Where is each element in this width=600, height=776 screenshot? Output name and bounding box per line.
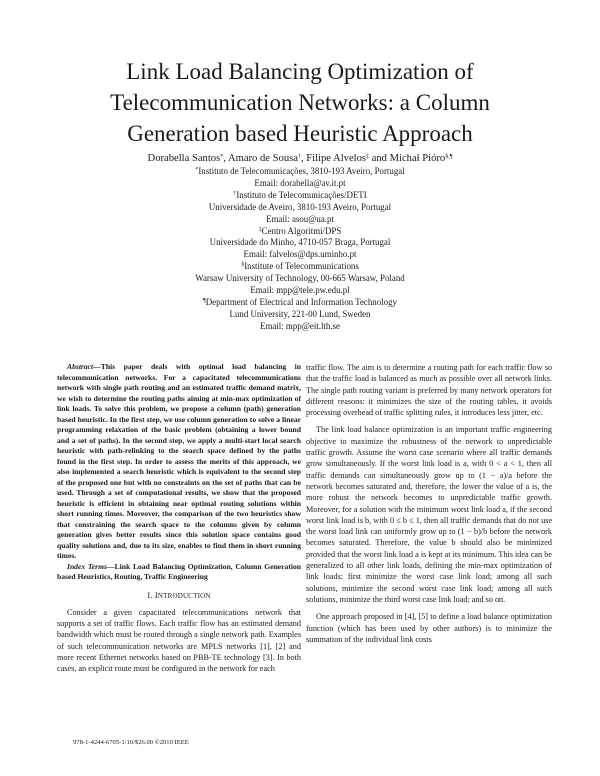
affiliation-email: Email: falvelos@dps.uminho.pt <box>243 249 357 260</box>
affiliation-line: Universidade de Aveiro, 3810-193 Aveiro, Portugal <box>208 201 392 212</box>
affiliation-line <box>60 297 540 309</box>
affiliation-line: Warsaw University of Technology, 00-665 Warsaw, Poland <box>195 273 405 284</box>
author-name: Michał Pióro <box>389 153 446 164</box>
affiliation-line <box>60 190 540 202</box>
body-paragraph: traffic flow. The aim is to determine a routing path for each traffic flow so that the traffic load is balanced as much as possible over all network links. The single path routing variant is preferred by many network operators for different reasons: it minimizes the size of the routing tables, it avoids processing overhead of traffic splitting rules, it introduces less jitter, etc. <box>306 363 552 418</box>
author-mark: * <box>220 154 224 160</box>
section-title: NTRODUCTION <box>157 591 211 600</box>
affiliation-email: Email: mpp@eit.lth.se <box>260 320 340 331</box>
affiliation-mark: ¶ <box>203 297 206 304</box>
affiliation-email: Email: asou@ua.pt <box>266 213 334 224</box>
affiliation-text: Institute of Telecommunications <box>244 261 359 272</box>
copyright-notice: 978-1-4244-6705-1/10/$26.00 ©2010 IEEE <box>73 739 189 746</box>
index-terms <box>57 562 301 583</box>
intro-paragraph: Consider a given capacitated telecommunications network that supports a set of traffic flows. Each traffic flow has an estimated demand bandwidth which must be routed through a single network path. Examples of such telecommunication networks are MPLS networks [1], [2] and more recent Ethernet networks based on PBB-TE technology [3]. In both cases, an explicit route must be configured in the network for each <box>57 607 301 674</box>
title-line: Link Load Balancing Optimization of <box>126 59 474 84</box>
author-mark: §,¶ <box>445 154 453 160</box>
author-mark: ‡ <box>366 154 370 160</box>
author-name: Filipe Alvelos <box>306 153 367 164</box>
affiliation-line <box>60 261 540 273</box>
affiliation-mark: ‡ <box>258 226 262 233</box>
section-initial: I <box>154 590 158 600</box>
affiliation-text: Instituto de Telecomunicações/DETI <box>236 189 367 200</box>
affiliation-text: Instituto de Telecomunicações, 3810-193 Aveiro, Portugal <box>198 166 405 176</box>
affiliation-text: Centro Algoritmi/DPS <box>261 225 342 236</box>
affiliation-mark: † <box>233 190 237 197</box>
affiliation-line: Universidade do Minho, 4710-057 Braga, Portugal <box>209 237 391 248</box>
affiliation-line <box>60 226 540 238</box>
affiliation-text: Department of Electrical and Information Technology <box>205 296 397 307</box>
author-list: Dorabella Santos*, Amaro de Sousa†, Filipe Alvelos‡ and Michał Pióro§,¶ <box>147 153 453 164</box>
abstract-text: —This paper deals with optimal load balancing in telecommunication networks. For a capacitated telecommunications network with single path routing and an estimated traffic demand matrix, we wish to determine the routing paths aiming at min-max optimization of link loads. To solve this problem, we propose a column (path) generation based heuristic. In the first step, we use column generation to solve a linear programming relaxation of the basic problem (obtaining a lower bound and a set of paths). In the second step, we apply a multi-start local search heuristic with path-relinking to the search space defined by the paths found in the first step. In order to assess the merits of this approach, we also implemented a search heuristic which is equivalent to the second step of the proposed one but with no constraints on the set of paths that can be used. Through a set of computational results, we show that the proposed heuristic is efficient in obtaining near optimal routing solutions within short running times. Moreover, the comparison of the two heuristics show that constraining the search space to the columns given by column generation gives better results since this solution space contains good quality solutions and, due to its size, enables to find them in short running times. <box>57 362 301 560</box>
section-number: I. <box>147 590 155 600</box>
title-line: Generation based Heuristic Approach <box>127 121 473 146</box>
author-mark: † <box>297 154 301 160</box>
paper-title <box>60 56 540 149</box>
title-line: Telecommunication Networks: a Column <box>110 90 490 115</box>
affiliation-mark: § <box>241 262 245 269</box>
abstract-label: Abstract <box>67 362 94 371</box>
index-terms-text: —Link Load Balancing Optimization, Column Generation based Heuristics, Routing, Traffic Engineering <box>57 561 301 581</box>
left-column <box>57 362 301 675</box>
affiliation-mark: * <box>195 167 199 173</box>
affiliation-email: Email: dorabella@av.it.pt <box>254 177 346 188</box>
affiliation-line: Lund University, 221-00 Lund, Sweden <box>229 308 371 319</box>
affiliations <box>60 166 540 333</box>
body-paragraph: The link load balance optimization is an important traffic engineering objective to maximize the robustness of the network to unpredictable traffic growth. Assume the worst case scenario where all traffic demands grow simultaneously. If the worst link load is a, with 0 < a < 1, then all traffic demands can simultaneously grow up to (1 − a)/a before the network becomes saturated and, therefore, the lower the value of a is, the more robust the network becomes to unpredictable traffic growth. Moreover, for a solution with the minimum worst link load a, if the second worst link load is b, with 0 ≤ b ≤ 1, then all traffic demands that do not use the worst load link can uniformly grow up to (1 − b)/b before the network becomes saturated. Therefore, the value b should also be minimized provided that the worst link load a is kept at its minimum. This idea can be generalized to all other link loads, defining the min-max optimization of link loads: first minimize the worst case link load; among all such solutions, minimize the second worst case link load; among all such solutions, minimize the third worst case link load; and so on. <box>306 425 552 604</box>
author-name: Amaro de Sousa <box>227 153 298 164</box>
abstract <box>57 362 301 562</box>
section-heading <box>57 590 301 602</box>
body-paragraph: One approach proposed in [4], [5] to define a load balance optimization function (which has been used by other authors) is to minimize the summation of the individual link costs <box>306 612 552 644</box>
right-column <box>306 362 552 645</box>
affiliation-email: Email: mpp@tele.pw.edu.pl <box>250 285 350 296</box>
author-name: Dorabella Santos <box>147 153 221 164</box>
index-terms-label: Index Terms <box>67 561 107 571</box>
affiliation-line <box>60 166 540 178</box>
